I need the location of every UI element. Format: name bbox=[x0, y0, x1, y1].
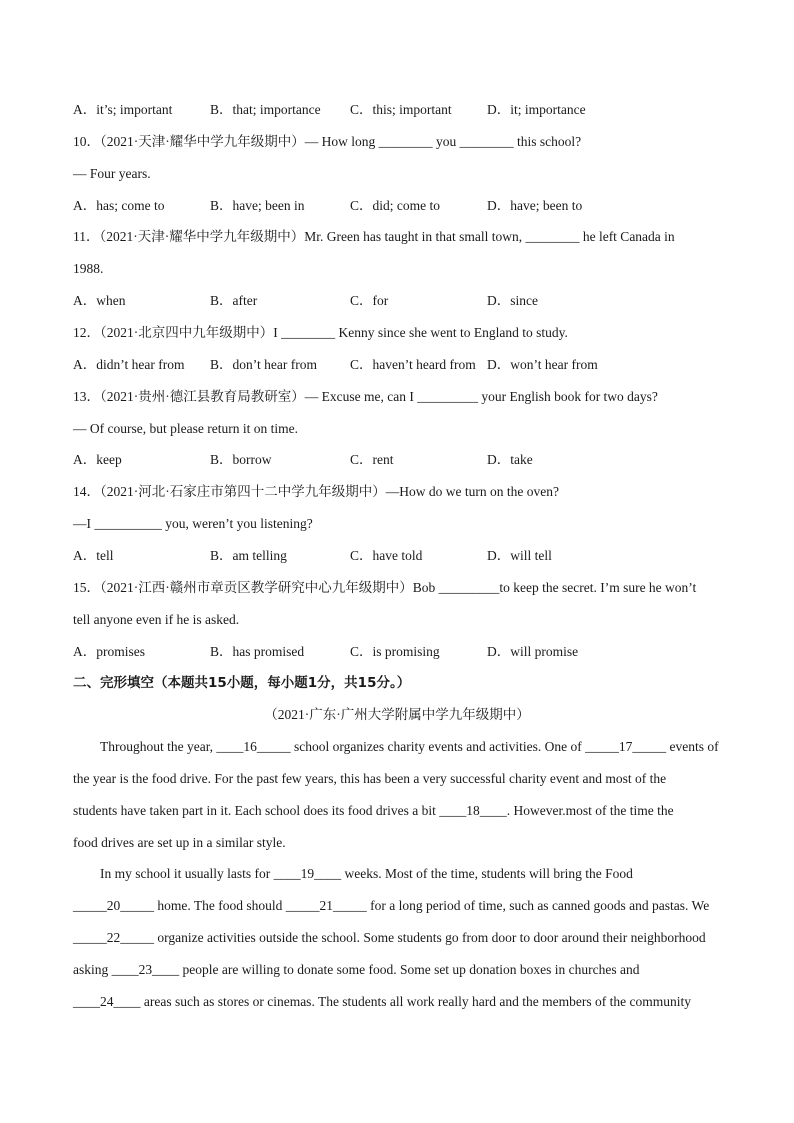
answer-option: C．haven’t heard from bbox=[350, 356, 476, 372]
text-line: _____20_____ home. The food should _____21_____ for a long period of time, such as canned goods and pastas. We bbox=[73, 898, 710, 914]
answer-option: D．won’t hear from bbox=[487, 356, 598, 372]
answer-option: B．am telling bbox=[210, 547, 287, 563]
answer-option: A．promises bbox=[73, 643, 145, 659]
answer-option: D．take bbox=[487, 452, 533, 468]
text-line: 13．（2021·贵州·德江县教育局教研室）— Excuse me, can I _________ your English book for two days? bbox=[73, 388, 658, 404]
answer-option: C．this; important bbox=[350, 102, 452, 117]
text-line: ____24____ areas such as stores or cinemas. The students all work really hard and the members of the community bbox=[73, 993, 691, 1009]
answer-option: C．have told bbox=[350, 547, 423, 563]
answer-option: D．have; been to bbox=[487, 197, 583, 213]
answer-options-row bbox=[73, 449, 733, 471]
answer-option: C．rent bbox=[350, 452, 394, 468]
text-line: — Of course, but please return it on time. bbox=[73, 420, 298, 436]
answer-option: B．have; been in bbox=[210, 197, 305, 213]
text-line: —I __________ you, weren’t you listening? bbox=[73, 516, 313, 531]
answer-options-row bbox=[73, 99, 733, 121]
passage-source: （2021·广东·广州大学附属中学九年级期中） bbox=[264, 707, 530, 723]
text-line: the year is the food drive. For the past few years, this has been a very successful charity event and most of the bbox=[73, 770, 667, 786]
text-line: 14．（2021·河北·石家庄市第四十二中学九年级期中）—How do we turn on the oven? bbox=[73, 484, 559, 500]
answer-option: B．that; importance bbox=[210, 102, 321, 117]
text-line: food drives are set up in a similar style. bbox=[73, 834, 286, 850]
paragraph-line: Throughout the year, ____16_____ school organizes charity events and activities. One of _____17_____ events of bbox=[100, 739, 719, 754]
text-line: tell anyone even if he is asked. bbox=[73, 611, 240, 627]
answer-option: B．borrow bbox=[210, 452, 272, 468]
answer-option: A．it’s; important bbox=[73, 102, 173, 117]
text-line: students have taken part in it. Each school does its food drives a bit ____18____. However.most of the time the bbox=[73, 802, 674, 818]
text-line: 1988. bbox=[73, 261, 104, 277]
answer-option: D．since bbox=[487, 293, 538, 309]
answer-option: D．will tell bbox=[487, 547, 552, 563]
answer-options-row bbox=[73, 195, 733, 217]
text-line: _____22_____ organize activities outside the school. Some students go from door to door around their neighborhood bbox=[73, 930, 706, 946]
text-line: 11．（2021·天津·耀华中学九年级期中）Mr. Green has taught in that small town, ________ he left Canada in bbox=[73, 229, 675, 245]
answer-option: B．after bbox=[210, 293, 258, 309]
answer-options-row bbox=[73, 641, 733, 663]
answer-option: D．it; importance bbox=[487, 102, 586, 117]
answer-option: A．keep bbox=[73, 452, 122, 468]
text-line: 10．（2021·天津·耀华中学九年级期中）— How long ________ you ________ this school? bbox=[73, 133, 582, 149]
answer-options-row bbox=[73, 354, 733, 376]
answer-option: A．has; come to bbox=[73, 197, 165, 213]
answer-option: C．for bbox=[350, 293, 389, 309]
text-line: asking ____23____ people are willing to donate some food. Some set up donation boxes in churches and bbox=[73, 962, 640, 977]
answer-option: C．is promising bbox=[350, 643, 440, 659]
text-line: 12．（2021·北京四中九年级期中）I ________ Kenny since she went to England to study. bbox=[73, 325, 568, 340]
answer-option: A．when bbox=[73, 293, 126, 309]
section-heading: 二、完形填空（本题共15小题，每小题1分，共15分。） bbox=[73, 675, 411, 692]
paragraph-line: In my school it usually lasts for ____19____ weeks. Most of the time, students will bring the Food bbox=[100, 866, 633, 882]
answer-option: B．don’t hear from bbox=[210, 356, 317, 372]
answer-options-row bbox=[73, 290, 733, 312]
answer-option: C．did; come to bbox=[350, 197, 440, 213]
answer-option: A．tell bbox=[73, 547, 114, 563]
answer-option: A．didn’t hear from bbox=[73, 356, 185, 372]
text-line: — Four years. bbox=[73, 165, 151, 181]
answer-options-row bbox=[73, 545, 733, 567]
answer-option: D．will promise bbox=[487, 643, 579, 659]
answer-option: B．has promised bbox=[210, 643, 305, 659]
text-line: 15．（2021·江西·赣州市章贡区教学研究中心九年级期中）Bob _________to keep the secret. I’m sure he won’t bbox=[73, 579, 697, 595]
